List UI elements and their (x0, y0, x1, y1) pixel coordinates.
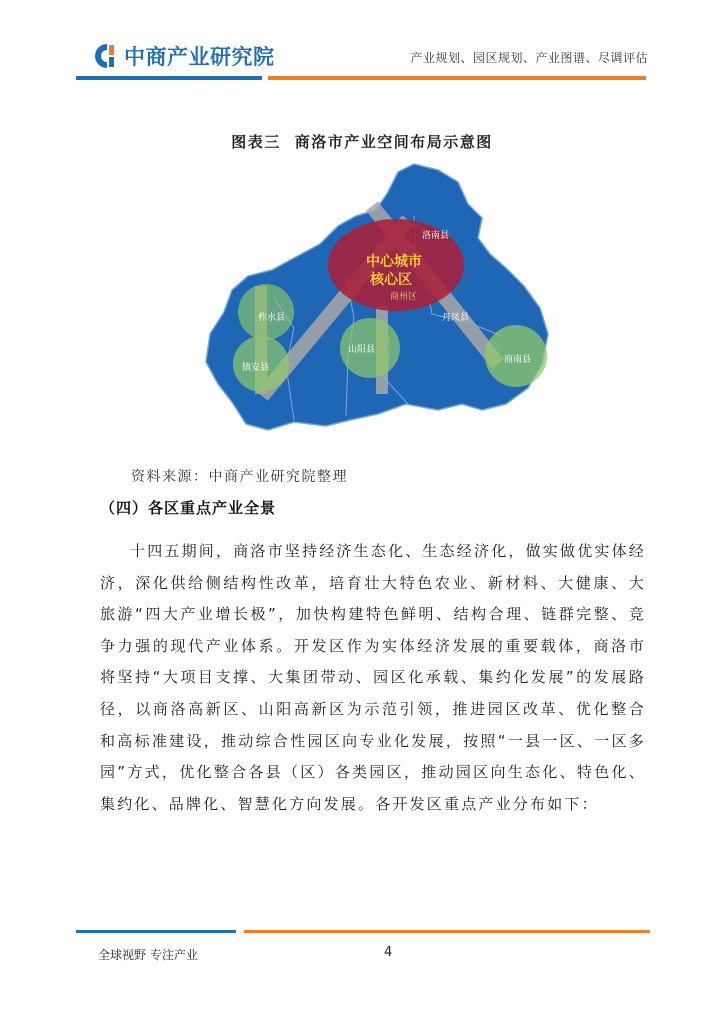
county-label-luonan: 洛南县 (422, 231, 450, 241)
county-label-shangnan: 商南县 (504, 355, 532, 365)
logo-mark-icon (94, 42, 120, 70)
footer-slogan: 全球视野 专注产业 (98, 948, 198, 962)
body-paragraph: 十四五期间，商洛市坚持经济生态化、生态经济化，做实做优实体经济，深化供给侧结构性改革，培育壮大特色农业、新材料、大健康、大旅游“四大产业增长极”，加快构建特色鲜明、结构合理、链群完整、竞争力强的现代产业体系。开发区作为实体经济发展的重要载体，商洛市将坚持“大项目支撑、大集团带动、园区化承载、集约化发展”的发展路径，以商洛高新区、山阳高新区为示范引领，推进园区改革、优化整合和高标准建设，推动综合性园区向专业化发展，按照“一县一区、一区多园”方式，优化整合各县（区）各类园区，推动园区向生态化、特色化、集约化、品牌化、智慧化方向发展。各开发区重点产业分布如下： (100, 542, 647, 813)
core-zone-label-line1: 中心城市 (366, 254, 422, 270)
county-label-shanyang: 山阳县 (348, 345, 376, 355)
county-label-zhashui: 柞水县 (258, 313, 286, 323)
core-zone-label-line2: 核心区 (370, 272, 412, 288)
footer-divider-blue (76, 930, 236, 933)
core-zone-sub-label: 商州区 (390, 292, 418, 302)
industry-layout-map (176, 158, 556, 448)
company-logo (94, 40, 275, 72)
header-divider-blue (76, 76, 262, 80)
logo-text: 中商产业研究院 (124, 45, 275, 69)
page-header (0, 0, 724, 90)
header-divider-orange (268, 76, 646, 80)
green-zone-zhashui (238, 284, 294, 340)
county-label-danfeng: 丹凤县 (442, 313, 470, 323)
figure-caption: 商洛市产业空间布局示意图 (294, 133, 493, 151)
footer-divider-orange (244, 930, 650, 933)
figure-label: 图表三 (231, 133, 281, 151)
section-heading: （四）各区重点产业全景 (100, 499, 277, 517)
page-number: 4 (384, 945, 393, 960)
figure-title (0, 131, 724, 152)
county-label-zhenan: 镇安县 (242, 363, 270, 373)
header-slogan: 产业规划、园区规划、产业图谱、尽调评估 (410, 51, 648, 65)
figure-source: 资料来源：中商产业研究院整理 (131, 469, 348, 485)
